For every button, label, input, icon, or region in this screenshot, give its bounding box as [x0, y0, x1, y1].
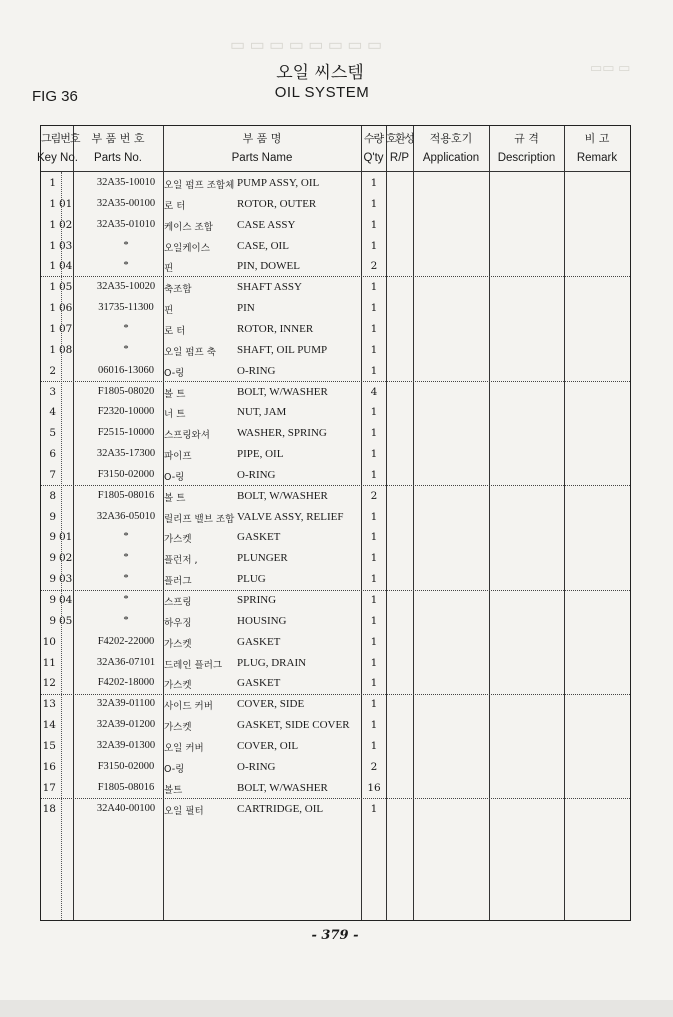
- key-number: 9: [49, 573, 56, 586]
- part-number: *: [123, 552, 129, 564]
- part-name-korean: O-링: [164, 763, 185, 775]
- quantity: 1: [370, 239, 378, 252]
- key-number: 10: [42, 635, 56, 648]
- part-name-english: PIN: [237, 302, 255, 315]
- part-number: 31735-11300: [98, 302, 154, 314]
- quantity: 1: [370, 802, 378, 815]
- part-number: 32A40-00100: [96, 802, 156, 814]
- key-number: 18: [42, 802, 56, 815]
- key-number: 12: [42, 677, 56, 690]
- col-key-en: Key No.: [37, 152, 78, 164]
- col-desc-en: Description: [497, 152, 556, 164]
- part-number: F2320-10000: [97, 406, 155, 418]
- quantity: 1: [370, 302, 378, 315]
- part-name-korean: 드레인 플러그: [164, 659, 223, 671]
- quantity: 1: [370, 406, 378, 419]
- table-row: [41, 277, 630, 298]
- part-number: 06016-13060: [98, 364, 154, 376]
- col-remark-ko: 비 고: [584, 132, 610, 145]
- part-number: 32A36-05010: [96, 510, 156, 522]
- table-row: [41, 757, 630, 778]
- part-number: F4202-22000: [97, 635, 155, 647]
- key-number: 9: [49, 594, 56, 606]
- sub-number: 01: [59, 197, 73, 210]
- table-row: [41, 194, 630, 215]
- table-row: [41, 653, 630, 674]
- quantity: 16: [367, 781, 381, 794]
- key-number: 3: [49, 385, 56, 398]
- part-name-english: PIPE, OIL: [237, 448, 284, 461]
- part-number: F3150-02000: [97, 468, 155, 480]
- part-name-english: O-RING: [237, 364, 276, 377]
- quantity: 1: [370, 343, 378, 356]
- sub-number: 02: [59, 218, 73, 231]
- part-name-korean: 스프링와셔: [164, 430, 210, 442]
- quantity: 1: [370, 197, 378, 210]
- table-row: [41, 465, 630, 486]
- part-name-korean: 너 트: [164, 409, 186, 421]
- part-name-korean: 가스켓: [164, 534, 192, 546]
- key-number: 9: [49, 614, 56, 627]
- table-row: [41, 402, 630, 423]
- part-name-korean: 볼 트: [164, 492, 186, 504]
- col-partsname-ko: 부 품 명: [242, 132, 282, 145]
- part-name-english: CASE ASSY: [237, 218, 296, 231]
- sub-number: 05: [59, 281, 73, 294]
- part-name-korean: 가스켓: [164, 680, 192, 692]
- part-name-korean: O-링: [164, 471, 185, 483]
- quantity: 1: [370, 739, 378, 752]
- quantity: 1: [370, 614, 378, 627]
- quantity: 1: [370, 531, 378, 544]
- part-number: 32A35-10010: [96, 177, 156, 188]
- sub-number: 02: [59, 552, 73, 565]
- key-number: 1: [49, 302, 56, 315]
- part-name-english: PLUG: [237, 573, 266, 586]
- key-number: 1: [49, 281, 56, 294]
- key-number: 1: [49, 322, 56, 335]
- part-number: *: [123, 322, 129, 334]
- key-number: 1: [49, 177, 56, 189]
- part-name-korean: 하우징: [164, 617, 192, 629]
- col-qty-en: Q'ty: [363, 152, 384, 164]
- part-name-korean: 오일 펌프 축: [164, 346, 216, 358]
- part-number: 32A35-10020: [96, 281, 156, 293]
- quantity: 1: [370, 177, 378, 189]
- key-number: 13: [42, 698, 56, 711]
- quantity: 1: [370, 552, 378, 565]
- part-number: *: [123, 594, 129, 605]
- part-name-korean: 사이드 커버: [164, 701, 213, 713]
- part-name-english: CASE, OIL: [237, 239, 289, 252]
- part-name-english: COVER, SIDE: [237, 698, 305, 711]
- key-number: 1: [49, 343, 56, 356]
- table-row: [41, 715, 630, 736]
- part-number: 32A35-01010: [96, 218, 156, 230]
- table-row: [41, 444, 630, 465]
- page-number: - 379 -: [311, 928, 359, 943]
- sub-number: 03: [59, 573, 73, 586]
- part-number: *: [123, 260, 129, 272]
- quantity: 1: [370, 635, 378, 648]
- col-remark-en: Remark: [576, 152, 618, 164]
- part-number: F2515-10000: [97, 427, 155, 439]
- key-number: 1: [49, 239, 56, 252]
- key-number: 1: [49, 197, 56, 210]
- part-name-english: SHAFT ASSY: [237, 281, 302, 294]
- col-key-ko: 그림번호: [41, 132, 80, 145]
- table-row: [41, 632, 630, 653]
- table-row: [41, 507, 630, 528]
- part-name-korean: O-링: [164, 367, 185, 379]
- key-number: 9: [49, 510, 56, 523]
- part-number: 32A39-01100: [97, 698, 155, 710]
- part-number: *: [123, 573, 129, 585]
- part-name-english: GASKET: [237, 531, 281, 544]
- col-rp-ko: 호환성: [386, 132, 414, 145]
- part-name-korean: 파이프: [164, 451, 192, 463]
- part-name-english: O-RING: [237, 760, 276, 773]
- quantity: 1: [370, 594, 378, 606]
- quantity: 1: [370, 218, 378, 231]
- quantity: 1: [370, 677, 378, 690]
- part-name-english: GASKET, SIDE COVER: [237, 719, 350, 732]
- sub-number: 01: [59, 531, 73, 544]
- part-name-korean: 케이스 조합: [164, 221, 213, 233]
- scan-edge: [0, 1000, 673, 1017]
- part-name-english: PLUG, DRAIN: [237, 656, 307, 669]
- quantity: 1: [370, 448, 378, 461]
- key-number: 15: [42, 739, 56, 752]
- part-name-english: ROTOR, OUTER: [237, 197, 317, 210]
- table-row: [41, 673, 630, 694]
- table-row: [41, 590, 630, 611]
- quantity: 1: [370, 698, 378, 711]
- part-name-korean: 핀: [164, 305, 174, 317]
- table-row: [41, 173, 630, 194]
- key-number: 16: [42, 760, 56, 773]
- part-name-korean: 가스켓: [164, 722, 192, 734]
- key-number: 9: [49, 531, 56, 544]
- part-name-korean: 플런저 ,: [164, 555, 198, 567]
- table-row: [41, 527, 630, 548]
- sub-number: 03: [59, 239, 73, 252]
- part-number: 32A39-01300: [96, 739, 156, 751]
- key-number: 7: [49, 468, 56, 481]
- table-row: [41, 361, 630, 382]
- table-row: [41, 548, 630, 569]
- table-row: [41, 236, 630, 257]
- table-row: [41, 486, 630, 507]
- part-name-korean: 가스켓: [164, 638, 192, 650]
- quantity: 2: [370, 489, 378, 502]
- part-name-english: HOUSING: [237, 614, 287, 627]
- col-partsno-ko: 부 품 번 호: [91, 132, 145, 145]
- part-name-korean: 오일케이스: [164, 242, 210, 254]
- table-row: [41, 256, 630, 277]
- header-rule: [41, 171, 630, 172]
- key-number: 4: [49, 406, 56, 419]
- bleed-through: ▭ ▭ ▭ ▭ ▭ ▭ ▭ ▭: [230, 37, 383, 54]
- quantity: 1: [370, 364, 378, 377]
- table-row: [41, 319, 630, 340]
- quantity: 1: [370, 468, 378, 481]
- part-name-english: BOLT, W/WASHER: [237, 781, 328, 794]
- col-app-en: Application: [422, 152, 480, 164]
- col-partsname-en: Parts Name: [231, 152, 293, 164]
- part-name-korean: 플러그: [164, 576, 192, 588]
- part-number: 32A39-01200: [96, 719, 156, 731]
- key-number: 2: [49, 364, 56, 377]
- col-rp-en: R/P: [389, 152, 410, 164]
- quantity: 2: [370, 760, 378, 773]
- part-name-korean: 로 터: [164, 325, 186, 337]
- quantity: 1: [370, 510, 378, 523]
- key-number: 9: [49, 552, 56, 565]
- part-name-korean: 축조합: [164, 284, 192, 296]
- col-qty-ko: 수량: [363, 132, 384, 145]
- part-name-korean: 오일 필터: [164, 805, 204, 817]
- table-row: [41, 799, 630, 820]
- part-name-korean: 릴리프 밸브 조합: [164, 513, 235, 525]
- part-number: F1805-08016: [97, 489, 155, 501]
- key-number: 5: [49, 427, 56, 440]
- part-number: F1805-08016: [97, 781, 155, 793]
- quantity: 4: [370, 385, 378, 398]
- col-desc-ko: 규 격: [514, 132, 539, 145]
- col-app-ko: 적용호기: [429, 132, 473, 145]
- part-name-english: PLUNGER: [237, 552, 288, 565]
- page-title-korean: 오일 씨스템: [276, 63, 364, 83]
- part-name-english: NUT, JAM: [237, 406, 287, 419]
- table-row: [41, 611, 630, 632]
- part-name-english: GASKET: [237, 635, 281, 648]
- part-name-korean: 오일 펌프 조합체: [164, 180, 235, 191]
- quantity: 1: [370, 656, 378, 669]
- part-name-english: CARTRIDGE, OIL: [237, 802, 324, 815]
- part-name-english: O-RING: [237, 468, 276, 481]
- part-name-korean: 볼트: [164, 784, 183, 796]
- sub-number: 04: [59, 260, 73, 273]
- page-title-english: OIL SYSTEM: [274, 84, 370, 101]
- key-number: 14: [42, 719, 56, 732]
- part-number: F1805-08020: [97, 385, 155, 397]
- table-row: [41, 423, 630, 444]
- part-name-english: COVER, OIL: [237, 739, 299, 752]
- part-number: 32A35-00100: [96, 197, 156, 209]
- sub-number: 06: [59, 302, 73, 315]
- part-name-english: WASHER, SPRING: [237, 427, 327, 440]
- key-number: 1: [49, 218, 56, 231]
- quantity: 1: [370, 322, 378, 335]
- quantity: 1: [370, 573, 378, 586]
- part-name-english: SHAFT, OIL PUMP: [237, 343, 328, 356]
- table-row: [41, 569, 630, 590]
- table-row: [41, 298, 630, 319]
- part-name-english: PIN, DOWEL: [237, 260, 300, 273]
- key-number: 8: [49, 489, 56, 502]
- sub-number: 04: [59, 594, 73, 606]
- part-name-korean: 스프링: [164, 597, 192, 608]
- table-row: [41, 340, 630, 361]
- part-number: 32A36-07101: [96, 656, 156, 668]
- part-name-english: ROTOR, INNER: [237, 322, 314, 335]
- quantity: 1: [370, 719, 378, 732]
- sub-number: 08: [59, 343, 73, 356]
- part-name-english: SPRING: [237, 594, 277, 606]
- part-number: *: [123, 343, 129, 355]
- figure-number: FIG 36: [32, 88, 78, 105]
- bleed-through-fig: ▭▭ ▭: [590, 60, 631, 75]
- key-number: 17: [42, 781, 56, 794]
- table-row: [41, 215, 630, 236]
- quantity: 2: [370, 260, 378, 273]
- part-number: 32A35-17300: [96, 448, 156, 460]
- table-row: [41, 778, 630, 799]
- part-name-english: BOLT, W/WASHER: [237, 489, 328, 502]
- quantity: 1: [370, 281, 378, 294]
- part-name-english: VALVE ASSY, RELIEF: [237, 510, 344, 523]
- part-number: *: [123, 531, 129, 543]
- part-name-korean: 볼 트: [164, 388, 186, 400]
- quantity: 1: [370, 427, 378, 440]
- sub-number: 07: [59, 322, 73, 335]
- key-number: 11: [42, 656, 56, 669]
- table-row: [41, 736, 630, 757]
- table-row: [41, 382, 630, 403]
- part-number: F4202-18000: [97, 677, 155, 689]
- sub-number: 05: [59, 614, 73, 627]
- part-name-korean: 오일 커버: [164, 742, 204, 754]
- table-row: [41, 694, 630, 715]
- part-name-korean: 로 터: [164, 200, 186, 212]
- part-name-english: BOLT, W/WASHER: [237, 385, 328, 398]
- part-number: *: [123, 614, 129, 626]
- part-name-english: PUMP ASSY, OIL: [237, 177, 320, 189]
- col-partsno-en: Parts No.: [94, 152, 142, 164]
- part-number: F3150-02000: [97, 760, 155, 772]
- part-number: *: [123, 239, 129, 251]
- part-name-korean: 핀: [164, 263, 174, 275]
- part-name-english: GASKET: [237, 677, 281, 690]
- key-number: 6: [49, 448, 56, 461]
- parts-table: [37, 125, 631, 921]
- key-number: 1: [49, 260, 56, 273]
